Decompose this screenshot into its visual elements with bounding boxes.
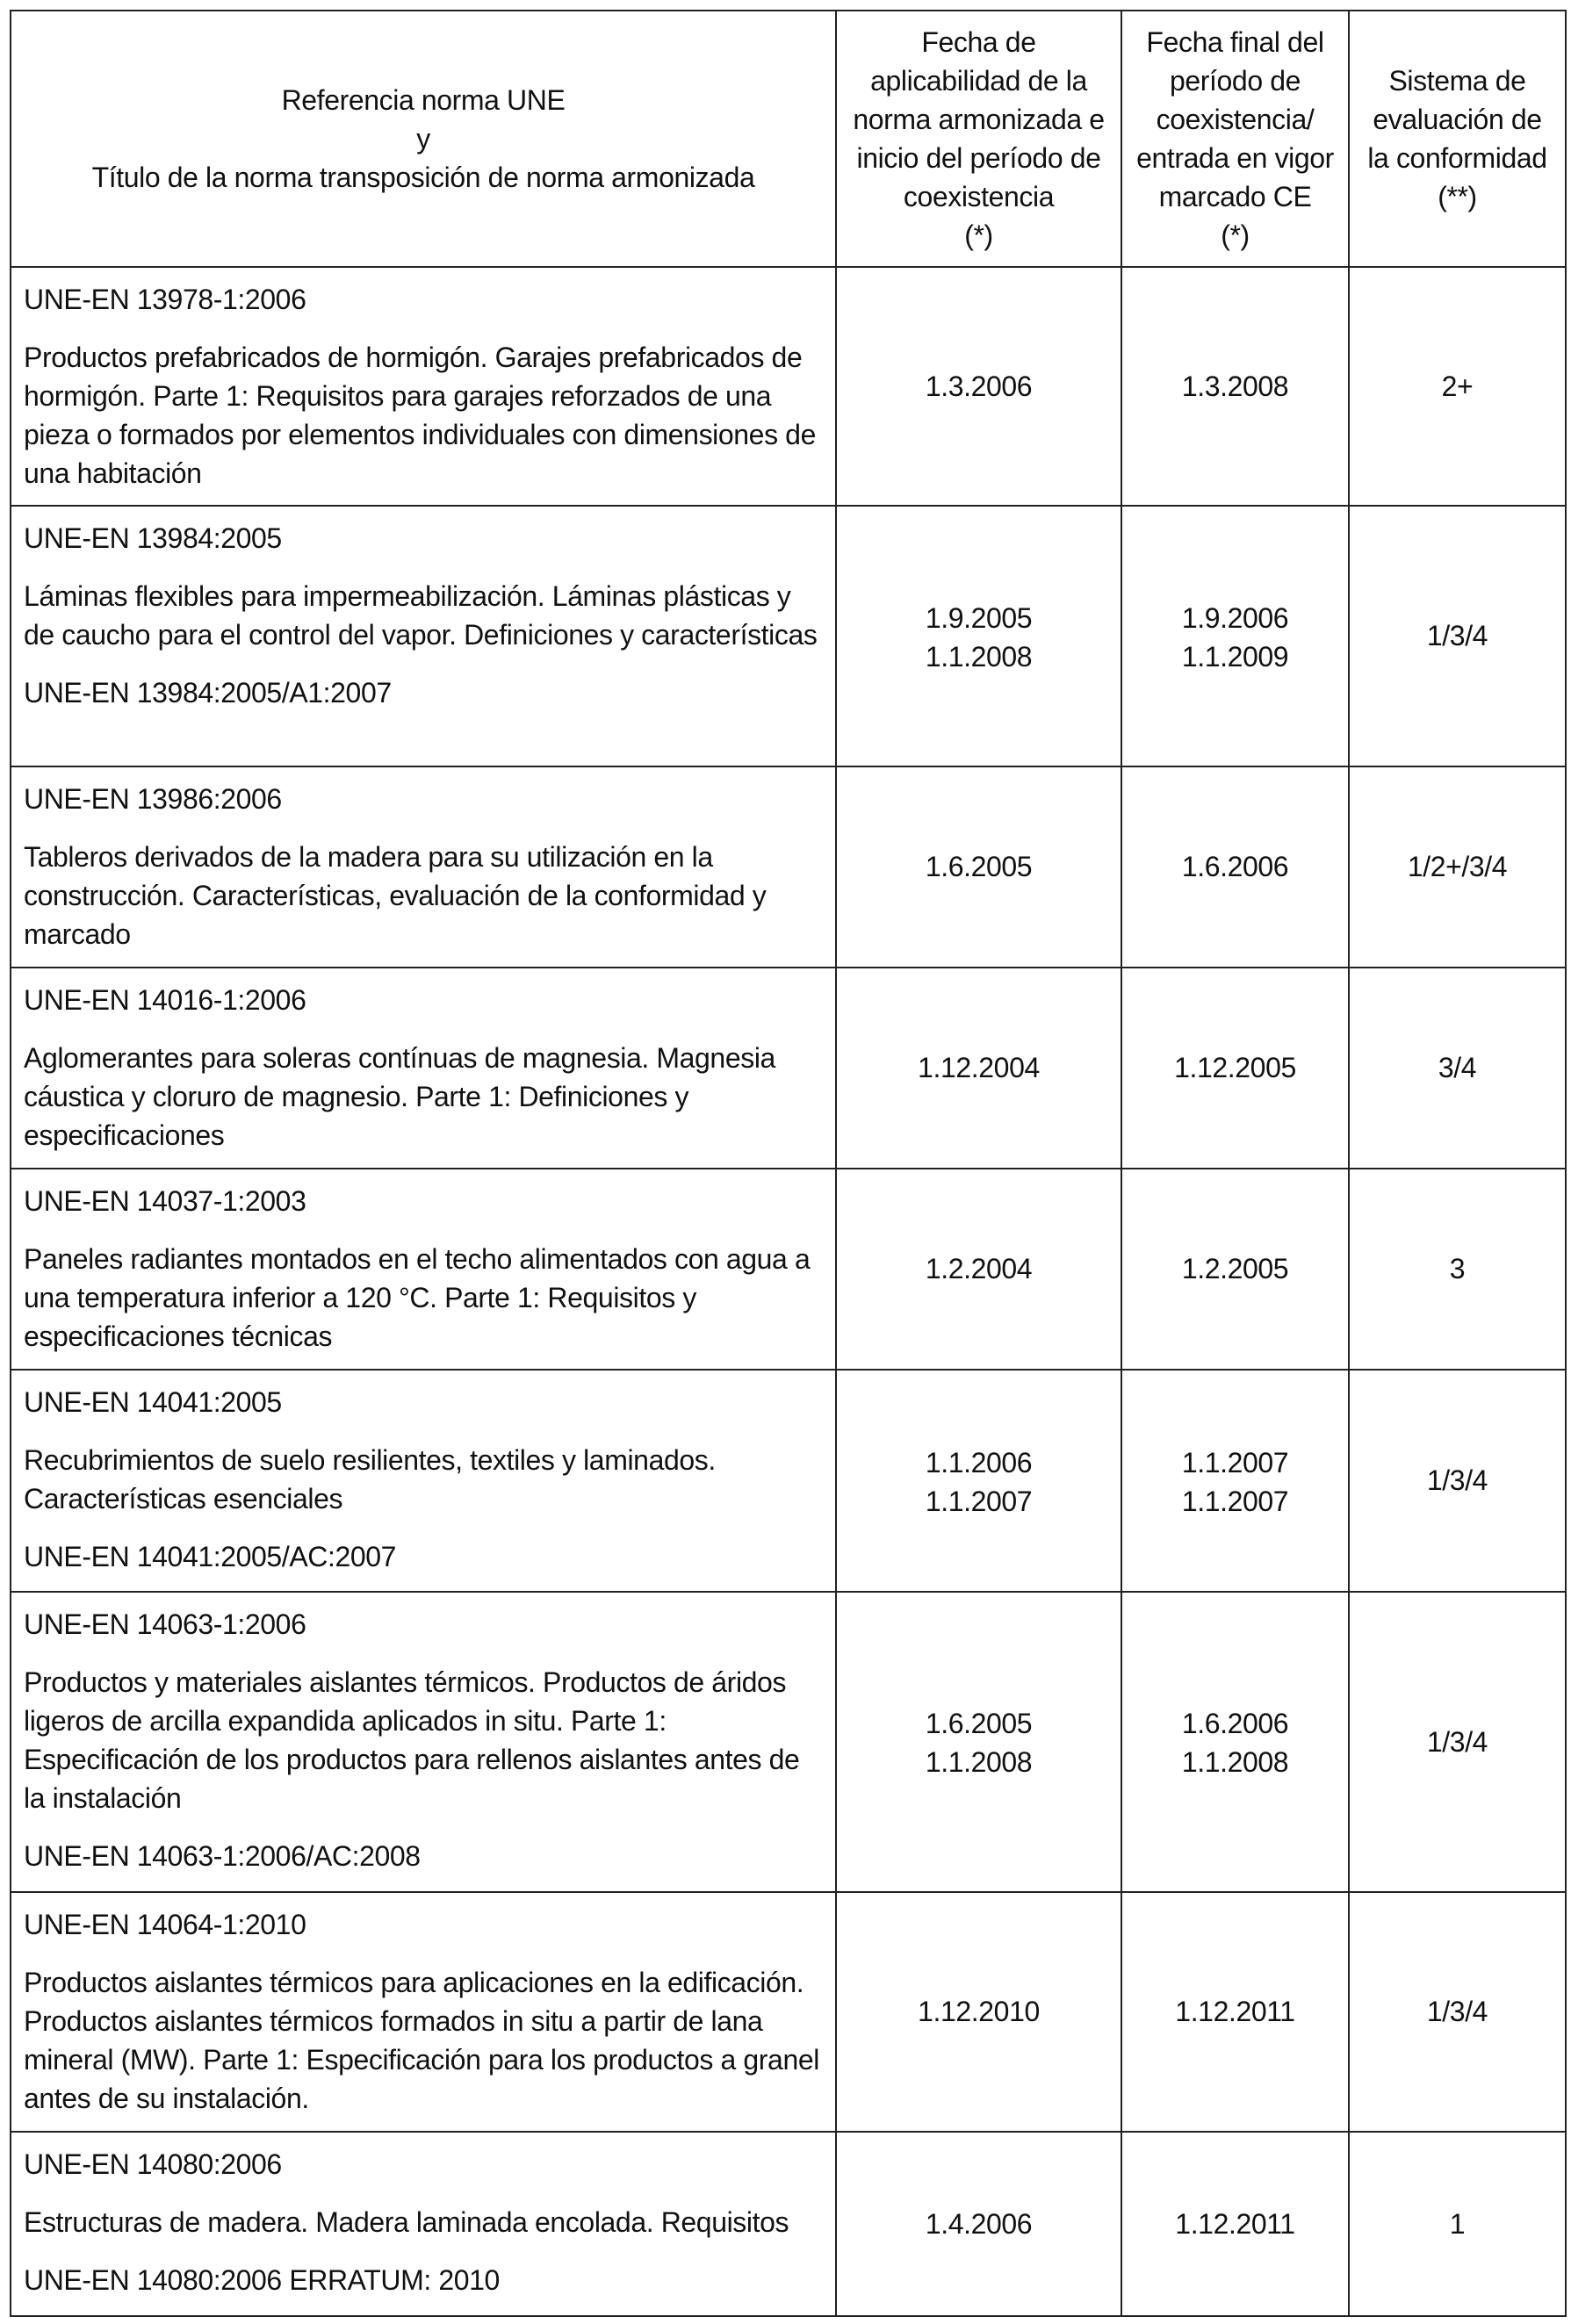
table-row (11, 267, 1566, 506)
applicability-date (836, 1592, 1121, 1892)
applicability-date (836, 1370, 1121, 1592)
date-value: 1.6.2005 (925, 1708, 1033, 1739)
table-row (11, 766, 1566, 968)
header-conformity-system: Sistema de evaluación de la conformidad (**) (1349, 11, 1566, 267)
amendment-date-value: 1.1.2009 (1181, 640, 1289, 673)
standard-title: Productos y materiales aislantes térmicos. Productos de áridos ligeros de arcilla expandida aplicados in situ. Parte 1: Especificación de los productos para rellenos aislantes antes de la instalación (24, 1666, 800, 1814)
standard-title: Productos prefabricados de hormigón. Garajes prefabricados de hormigón. Parte 1: Requisitos para garajes reforzados de una pieza o formados por elementos individuales con dimensiones de una habitación (24, 342, 816, 489)
standard-title: Recubrimientos de suelo resilientes, textiles y laminados. Características esenciales (24, 1444, 716, 1515)
end-date: 1.12.2005 (1121, 968, 1349, 1169)
end-date: 1.12.2011 (1121, 1892, 1349, 2132)
amendment-code: UNE-EN 14041:2005/AC:2007 (24, 1541, 397, 1572)
conformity-system: 3 (1349, 1169, 1566, 1370)
standard-title: Paneles radiantes montados en el techo alimentados con agua a una temperatura inferior a 120 °C. Parte 1: Requisitos y especificaciones técnicas (24, 1243, 811, 1352)
conformity-system: 1/3/4 (1349, 1370, 1566, 1592)
table-row (11, 1169, 1566, 1370)
amendment-date-value: 1.1.2007 (1181, 1485, 1289, 1517)
applicability-date: 1.12.2004 (836, 968, 1121, 1169)
date-value: 1.1.2007 (1181, 1446, 1289, 1479)
standard-code: UNE-EN 13984:2005 (24, 522, 282, 554)
standard-code: UNE-EN 13978-1:2006 (24, 284, 306, 315)
end-date (1121, 1370, 1349, 1592)
amendment-date-value: 1.1.2007 (925, 1485, 1033, 1517)
header-end-date: Fecha final del período de coexistencia/ entrada en vigor marcado CE (*) (1121, 11, 1349, 267)
header-reference-title: Referencia norma UNE y Título de la norma transposición de norma armonizada (11, 11, 836, 267)
end-date (1121, 506, 1349, 766)
reference-cell (11, 2132, 836, 2316)
standard-title: Productos aislantes térmicos para aplicaciones en la edificación. Productos aislantes térmicos formados in situ a partir de lana mineral (MW). Parte 1: Especificación para los productos a granel antes de su instalación. (24, 1967, 819, 2114)
standard-code: UNE-EN 14080:2006 (24, 2148, 282, 2180)
applicability-date: 1.2.2004 (836, 1169, 1121, 1370)
reference-cell (11, 1892, 836, 2132)
standard-code: UNE-EN 14037-1:2003 (24, 1185, 306, 1217)
applicability-date (836, 506, 1121, 766)
amendment-code: UNE-EN 14080:2006 ERRATUM: 2010 (24, 2264, 500, 2296)
table-header-row (11, 11, 1566, 267)
table-row (11, 506, 1566, 766)
date-value: 1.9.2005 (925, 601, 1033, 634)
end-date: 1.12.2011 (1121, 2132, 1349, 2316)
amendment-date-value: 1.1.2008 (1181, 1746, 1289, 1778)
table-row (11, 1370, 1566, 1592)
conformity-system: 2+ (1349, 267, 1566, 506)
reference-cell (11, 506, 836, 766)
end-date: 1.2.2005 (1121, 1169, 1349, 1370)
amendment-date-value: 1.1.2008 (925, 1746, 1033, 1778)
date-value: 1.6.2006 (1181, 1708, 1289, 1739)
reference-cell (11, 766, 836, 968)
end-date: 1.6.2006 (1121, 766, 1349, 968)
standard-code: UNE-EN 14016-1:2006 (24, 984, 306, 1016)
reference-cell (11, 1370, 836, 1592)
table-row (11, 2132, 1566, 2316)
standard-title: Láminas flexibles para impermeabilización. Láminas plásticas y de caucho para el control del vapor. Definiciones y características (24, 580, 818, 651)
amendment-date-value: 1.1.2008 (925, 640, 1033, 673)
conformity-system: 1/3/4 (1349, 506, 1566, 766)
table-row (11, 968, 1566, 1169)
reference-cell (11, 1169, 836, 1370)
table-row (11, 1592, 1566, 1892)
conformity-system: 1 (1349, 2132, 1566, 2316)
header-applicability-date: Fecha de aplicabilidad de la norma armonizada e inicio del período de coexistencia (*) (836, 11, 1121, 267)
standard-title: Estructuras de madera. Madera laminada encolada. Requisitos (24, 2206, 789, 2238)
conformity-system: 1/3/4 (1349, 1592, 1566, 1892)
applicability-date: 1.12.2010 (836, 1892, 1121, 2132)
reference-cell (11, 267, 836, 506)
standard-code: UNE-EN 14041:2005 (24, 1386, 282, 1418)
applicability-date: 1.3.2006 (836, 267, 1121, 506)
amendment-code: UNE-EN 14063-1:2006/AC:2008 (24, 1840, 421, 1872)
reference-cell (11, 968, 836, 1169)
amendment-code: UNE-EN 13984:2005/A1:2007 (24, 677, 392, 709)
standard-code: UNE-EN 14063-1:2006 (24, 1608, 306, 1640)
date-value: 1.9.2006 (1181, 601, 1289, 634)
standard-code: UNE-EN 14064-1:2010 (24, 1909, 306, 1940)
applicability-date: 1.4.2006 (836, 2132, 1121, 2316)
standard-title: Aglomerantes para soleras contínuas de magnesia. Magnesia cáustica y cloruro de magnesio. Parte 1: Definiciones y especificaciones (24, 1042, 775, 1151)
standards-table (10, 10, 1567, 2317)
end-date: 1.3.2008 (1121, 267, 1349, 506)
end-date (1121, 1592, 1349, 1892)
applicability-date: 1.6.2005 (836, 766, 1121, 968)
conformity-system: 1/3/4 (1349, 1892, 1566, 2132)
conformity-system: 1/2+/3/4 (1349, 766, 1566, 968)
table-row (11, 1892, 1566, 2132)
conformity-system: 3/4 (1349, 968, 1566, 1169)
reference-cell (11, 1592, 836, 1892)
standard-title: Tableros derivados de la madera para su utilización en la construcción. Características, evaluación de la conformidad y marcado (24, 841, 767, 950)
standard-code: UNE-EN 13986:2006 (24, 783, 282, 815)
date-value: 1.1.2006 (925, 1446, 1033, 1479)
